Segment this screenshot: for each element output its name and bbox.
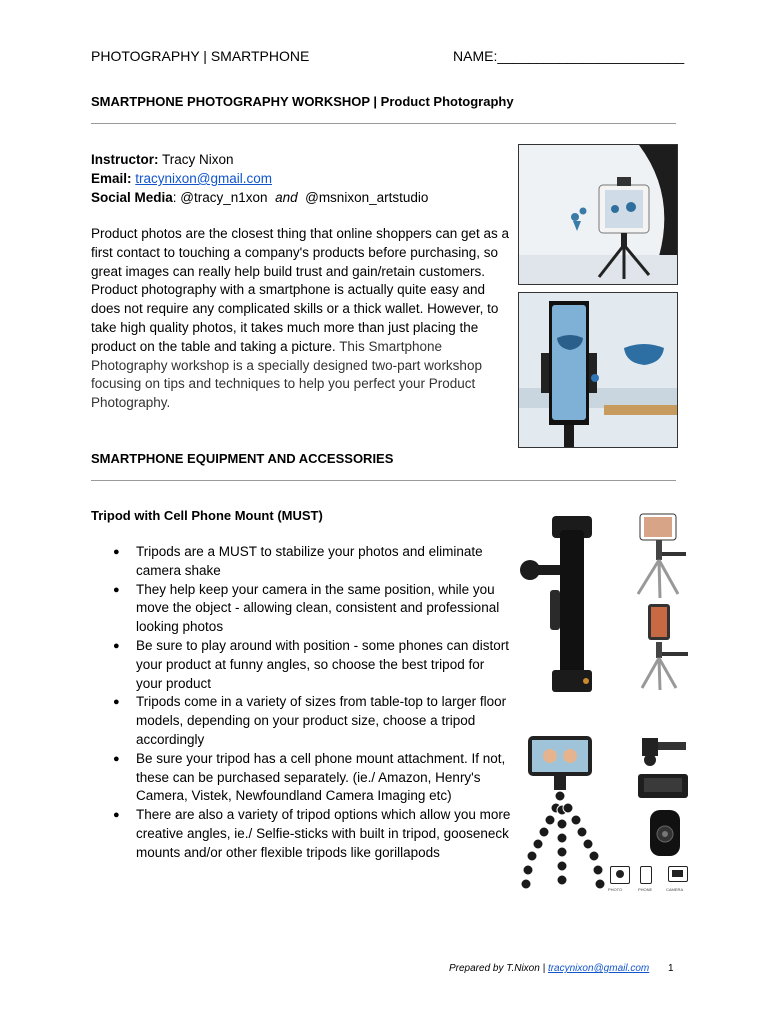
tripod-heading: Tripod with Cell Phone Mount (MUST) (91, 508, 323, 523)
intro-paragraph (91, 225, 511, 413)
header-subject: PHOTOGRAPHY | SMARTPHONE (91, 48, 310, 64)
social-handle-2: @msnixon_artstudio (305, 190, 429, 205)
photo-icon (668, 866, 688, 882)
icon-label-phone: PHONE (638, 887, 653, 892)
tripod-bullet-list (113, 543, 513, 863)
small-tripods-image (620, 512, 700, 692)
instructor-line (91, 150, 234, 169)
email-line (91, 169, 272, 188)
phone-clamp-image (512, 510, 612, 710)
social-and: and (275, 190, 298, 205)
icon-label-camera: CAMERA (666, 887, 684, 892)
social-label: Social Media (91, 190, 173, 205)
icon-label-photo: PHOTO (608, 887, 623, 892)
bowl-product-photo (518, 292, 678, 448)
instructor-name: Tracy Nixon (162, 152, 234, 167)
list-item: ● Tripods come in a variety of sizes from table-top to larger floor models, depending on your product size, choose a tripod accordingly (113, 693, 513, 749)
camera-icon (610, 866, 630, 884)
intro-text-1: Product photos are the closest thing that online shoppers can get as a first contact to touching a company's products before purchasing, so great images can really help build trust and gain/retain customers. Product photography with a smartphone is actually quite easy and does not require any complicated skills or a thick wallet. However, to take high quality photos, it takes much more than just placing the product on the table and taking a picture. (91, 226, 510, 354)
footer-prepared-by: Prepared by T.Nixon | (449, 963, 546, 974)
social-handle-1: @tracy_n1xon (180, 190, 268, 205)
equipment-section-heading: SMARTPHONE EQUIPMENT AND ACCESSORIES (91, 451, 394, 466)
list-item: ● They help keep your camera in the same position, while you move the object - allowing clean, consistent and professional looking photos (113, 581, 513, 637)
list-item: ● There are also a variety of tripod options which allow you more creative angles, ie./ Selfie-sticks with built in tripod, gooseneck mounts and/or other flexible tripods like gorillapods (113, 806, 513, 862)
list-item: ● Be sure your tripod has a cell phone mount attachment. If not, these can be purchased separately. (ie./ Amazon, Henry's Camera, Vistek, Newfoundland Camera Imaging etc) (113, 750, 513, 806)
title-divider (91, 123, 676, 124)
mode-icons-row (608, 866, 698, 902)
instructor-email-link[interactable]: tracynixon@gmail.com (135, 171, 273, 186)
document-title: SMARTPHONE PHOTOGRAPHY WORKSHOP | Product Photography (91, 94, 514, 109)
page-number: 1 (668, 963, 674, 974)
list-item: ● Be sure to play around with position - some phones can distort your product at funny angles, so choose the best tripod for your product (113, 637, 513, 693)
footer-email-link[interactable]: tracynixon@gmail.com (547, 963, 650, 974)
gorillapod-image (518, 732, 618, 902)
header-name-field: NAME:________________________ (453, 48, 685, 64)
equipment-divider (91, 480, 676, 481)
intro-text-2: This Smartphone Photography workshop is a specially designed two-part workshop focusing on tips and techniques to help you perfect your Product Photography. (91, 338, 482, 411)
tripod-phone-photo (518, 144, 678, 285)
phone-icon (640, 866, 652, 884)
email-label: Email: (91, 171, 132, 186)
social-line: Social Media: @tracy_n1xon and @msnixon_artstudio (91, 190, 429, 205)
list-item: ● Tripods are a MUST to stabilize your photos and eliminate camera shake (113, 543, 513, 581)
instructor-label: Instructor: (91, 152, 159, 167)
footer-credit (449, 963, 649, 974)
accessories-image (628, 734, 698, 864)
